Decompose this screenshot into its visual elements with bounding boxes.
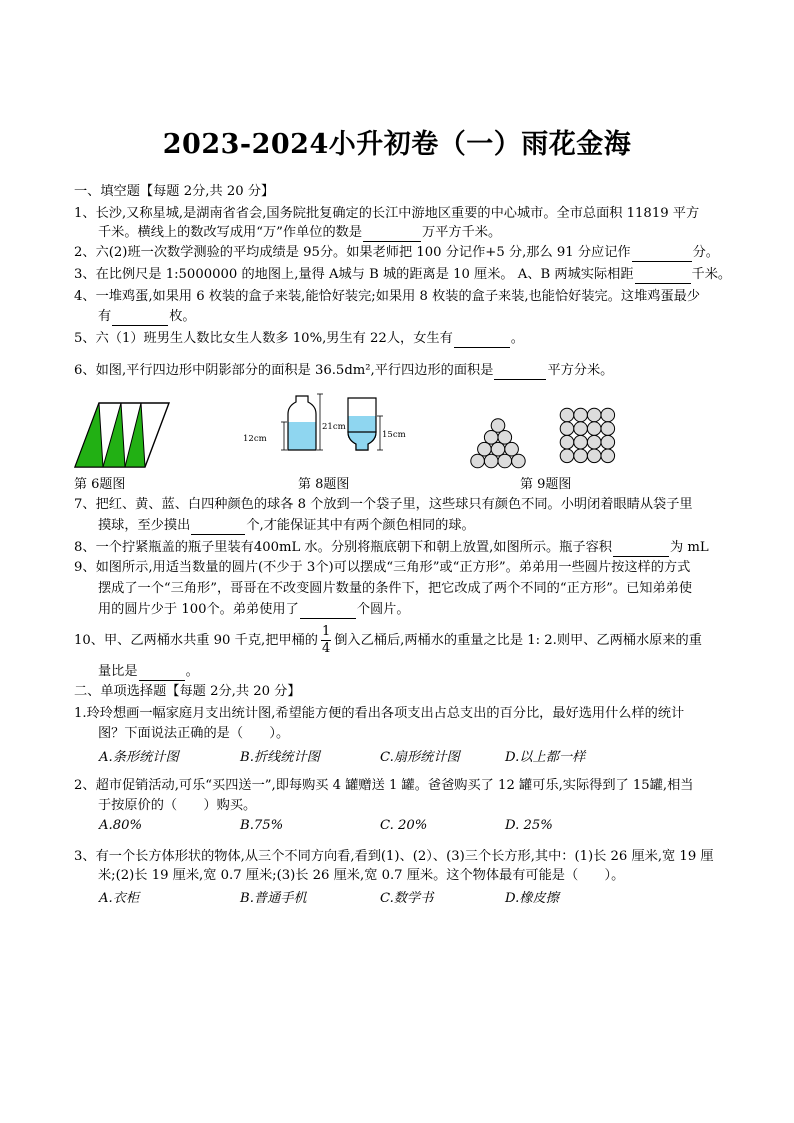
q10-line1: 10、甲、乙两桶水共重 90 千克,把甲桶的 $\frac{1}{4}$ 倒入乙桶后,两桶水的重量之比是 1: 2.则甲、乙两桶水原来的重 (74, 624, 702, 656)
mc1-option-d[interactable]: D.以上都一样 (505, 750, 586, 765)
figure-6-caption: 第 6题图 (74, 477, 126, 492)
answer-blank[interactable] (454, 333, 510, 348)
square-disc (587, 422, 601, 436)
answer-blank[interactable] (494, 365, 546, 380)
answer-blank[interactable] (112, 311, 168, 326)
mc1-line2: 图？下面说法正确的是（ ）。 (98, 726, 290, 741)
figure-8-bottles (240, 392, 406, 456)
answer-blank[interactable] (363, 227, 421, 242)
q1-line1: 1、长沙,又称星城,是湖南省省会,国务院批复确定的长江中游地区重要的中心城市。全市总面积 11819 平方 (74, 206, 700, 221)
answer-blank[interactable] (191, 520, 245, 535)
q7-line2: 摸球，至少摸出 个,才能保证其中有两个颜色相同的球。 (98, 518, 475, 533)
mc1-option-b[interactable]: B.折线统计图 (240, 750, 320, 765)
square-disc (574, 435, 588, 449)
q9-line1: 9、如图所示,用适当数量的圆片(不少于 3个)可以摆成“三角形”或“正方形”。弟弟用一些圆片按这样的方式 (74, 560, 691, 575)
mc3-option-b[interactable]: B.普通手机 (240, 891, 307, 906)
mc3-line1: 3、有一个长方体形状的物体,从三个不同方向看,看到(1)、(2）、(3)三个长方形,其中：(1)长 26 厘米,宽 19 厘 (74, 849, 714, 864)
triangle-disc (498, 454, 512, 468)
q5-line: 5、六（1）班男生人数比女生人数多 10%,男生有 22人，女生有 。 (74, 331, 524, 346)
mc1-option-c[interactable]: C.扇形统计图 (380, 750, 460, 765)
answer-blank[interactable] (632, 247, 692, 262)
figure-8-caption: 第 8题图 (298, 477, 350, 492)
mc2-option-c[interactable]: C. 20% (380, 818, 428, 833)
q8-line: 8、一个拧紧瓶盖的瓶子里装有400mL 水。分别将瓶底朝下和朝上放置,如图所示。瓶子容积 为 mL (74, 540, 709, 555)
q10-line2: 量比是 。 (98, 664, 199, 679)
q1-line2: 千米。横线上的数改写成用“万”作单位的数是 万平方千米。 (98, 225, 502, 240)
q9-line3: 用的圆片少于 100个。弟弟使用了 个圆片。 (98, 602, 410, 617)
shaded-triangle (75, 403, 103, 467)
label-15cm: 15cm (382, 430, 406, 440)
square-disc (560, 422, 574, 436)
mc2-option-a[interactable]: A.80% (99, 818, 143, 833)
square-disc (560, 408, 574, 422)
mc1-option-a[interactable]: A.条形统计图 (99, 750, 179, 765)
mc2-line1: 2、超市促销活动,可乐“买四送一”,即每购买 4 罐赠送 1 罐。爸爸购买了 12 罐可乐,实际得到了 15罐,相当 (74, 778, 694, 793)
triangle-disc (478, 442, 492, 456)
triangle-disc (484, 431, 498, 445)
triangle-disc (505, 442, 519, 456)
triangle-disc (498, 431, 512, 445)
q7-line1: 7、把红、黄、蓝、白四种颜色的球各 8 个放到一个袋子里，这些球只有颜色不同。小明闭着眼睛从袋子里 (74, 497, 693, 512)
answer-blank[interactable] (139, 666, 185, 681)
figure-6-parallelogram (74, 402, 170, 468)
label-12cm: 12cm (243, 434, 267, 444)
q4-line2: 有 枚。 (98, 309, 196, 324)
answer-blank[interactable] (635, 269, 691, 284)
q9-line2: 摆成了一个“三角形”，哥哥在不改变圆片数量的条件下，把它改成了两个不同的“正方形”。已知弟弟使 (98, 581, 693, 596)
figure-9-discs (462, 407, 622, 469)
triangle-disc (491, 442, 505, 456)
square-disc (587, 408, 601, 422)
mc3-line2: 米;(2)长 19 厘米,宽 0.7 厘米;(3)长 26 厘米,宽 0.7 厘米。这个物体最有可能是（ ）。 (98, 868, 625, 883)
triangle-disc (484, 454, 498, 468)
square-disc (601, 449, 615, 463)
square-disc (601, 422, 615, 436)
mc2-option-d[interactable]: D. 25% (505, 818, 553, 833)
mc3-option-a[interactable]: A.衣柜 (99, 891, 140, 906)
fraction-one-quarter: $\frac{1}{4}$ (321, 624, 331, 656)
square-disc (574, 408, 588, 422)
mc2-option-b[interactable]: B.75% (240, 818, 284, 833)
square-disc (601, 435, 615, 449)
label-21cm: 21cm (322, 422, 346, 432)
section1-heading: 一、填空题【每题 2分,共 20 分】 (74, 184, 275, 199)
square-disc (601, 408, 615, 422)
square-disc (560, 449, 574, 463)
square-disc (574, 422, 588, 436)
square-disc (587, 435, 601, 449)
answer-blank[interactable] (613, 542, 669, 557)
page-title: 2023-2024小升初卷（一）雨花金海 (162, 129, 632, 160)
section2-heading: 二、单项选择题【每题 2分,共 20 分】 (74, 684, 301, 699)
square-disc (574, 449, 588, 463)
q4-line1: 4、一堆鸡蛋,如果用 6 枚装的盒子来装,能恰好装完;如果用 8 枚装的盒子来装,也能恰好装完。这堆鸡蛋最少 (74, 289, 701, 304)
q2-line: 2、六(2)班一次数学测验的平均成绩是 95分。如果老师把 100 分记作+5 分,那么 91 分应记作 分。 (74, 245, 719, 260)
square-disc (560, 435, 574, 449)
triangle-disc (471, 454, 485, 468)
mc3-option-c[interactable]: C.数学书 (380, 891, 434, 906)
mc1-line1: 1.玲玲想画一幅家庭月支出统计图,希望能方便的看出各项支出占总支出的百分比，最好选用什么样的统计 (74, 706, 685, 721)
q6-line: 6、如图,平行四边形中阴影部分的面积是 36.5dm²,平行四边形的面积是 平方分米。 (74, 363, 614, 378)
q3-line: 3、在比例尺是 1:5000000 的地图上,量得 A城与 B 城的距离是 10 厘米。 A、B 两城实际相距 千米。 (74, 267, 732, 282)
mc3-option-d[interactable]: D.橡皮擦 (505, 891, 559, 906)
mc2-line2: 于按原价的（ ）购买。 (98, 798, 257, 813)
answer-blank[interactable] (300, 604, 356, 619)
triangle-disc (491, 419, 505, 433)
triangle-disc (512, 454, 526, 468)
square-disc (587, 449, 601, 463)
figure-9-caption: 第 9题图 (520, 477, 572, 492)
